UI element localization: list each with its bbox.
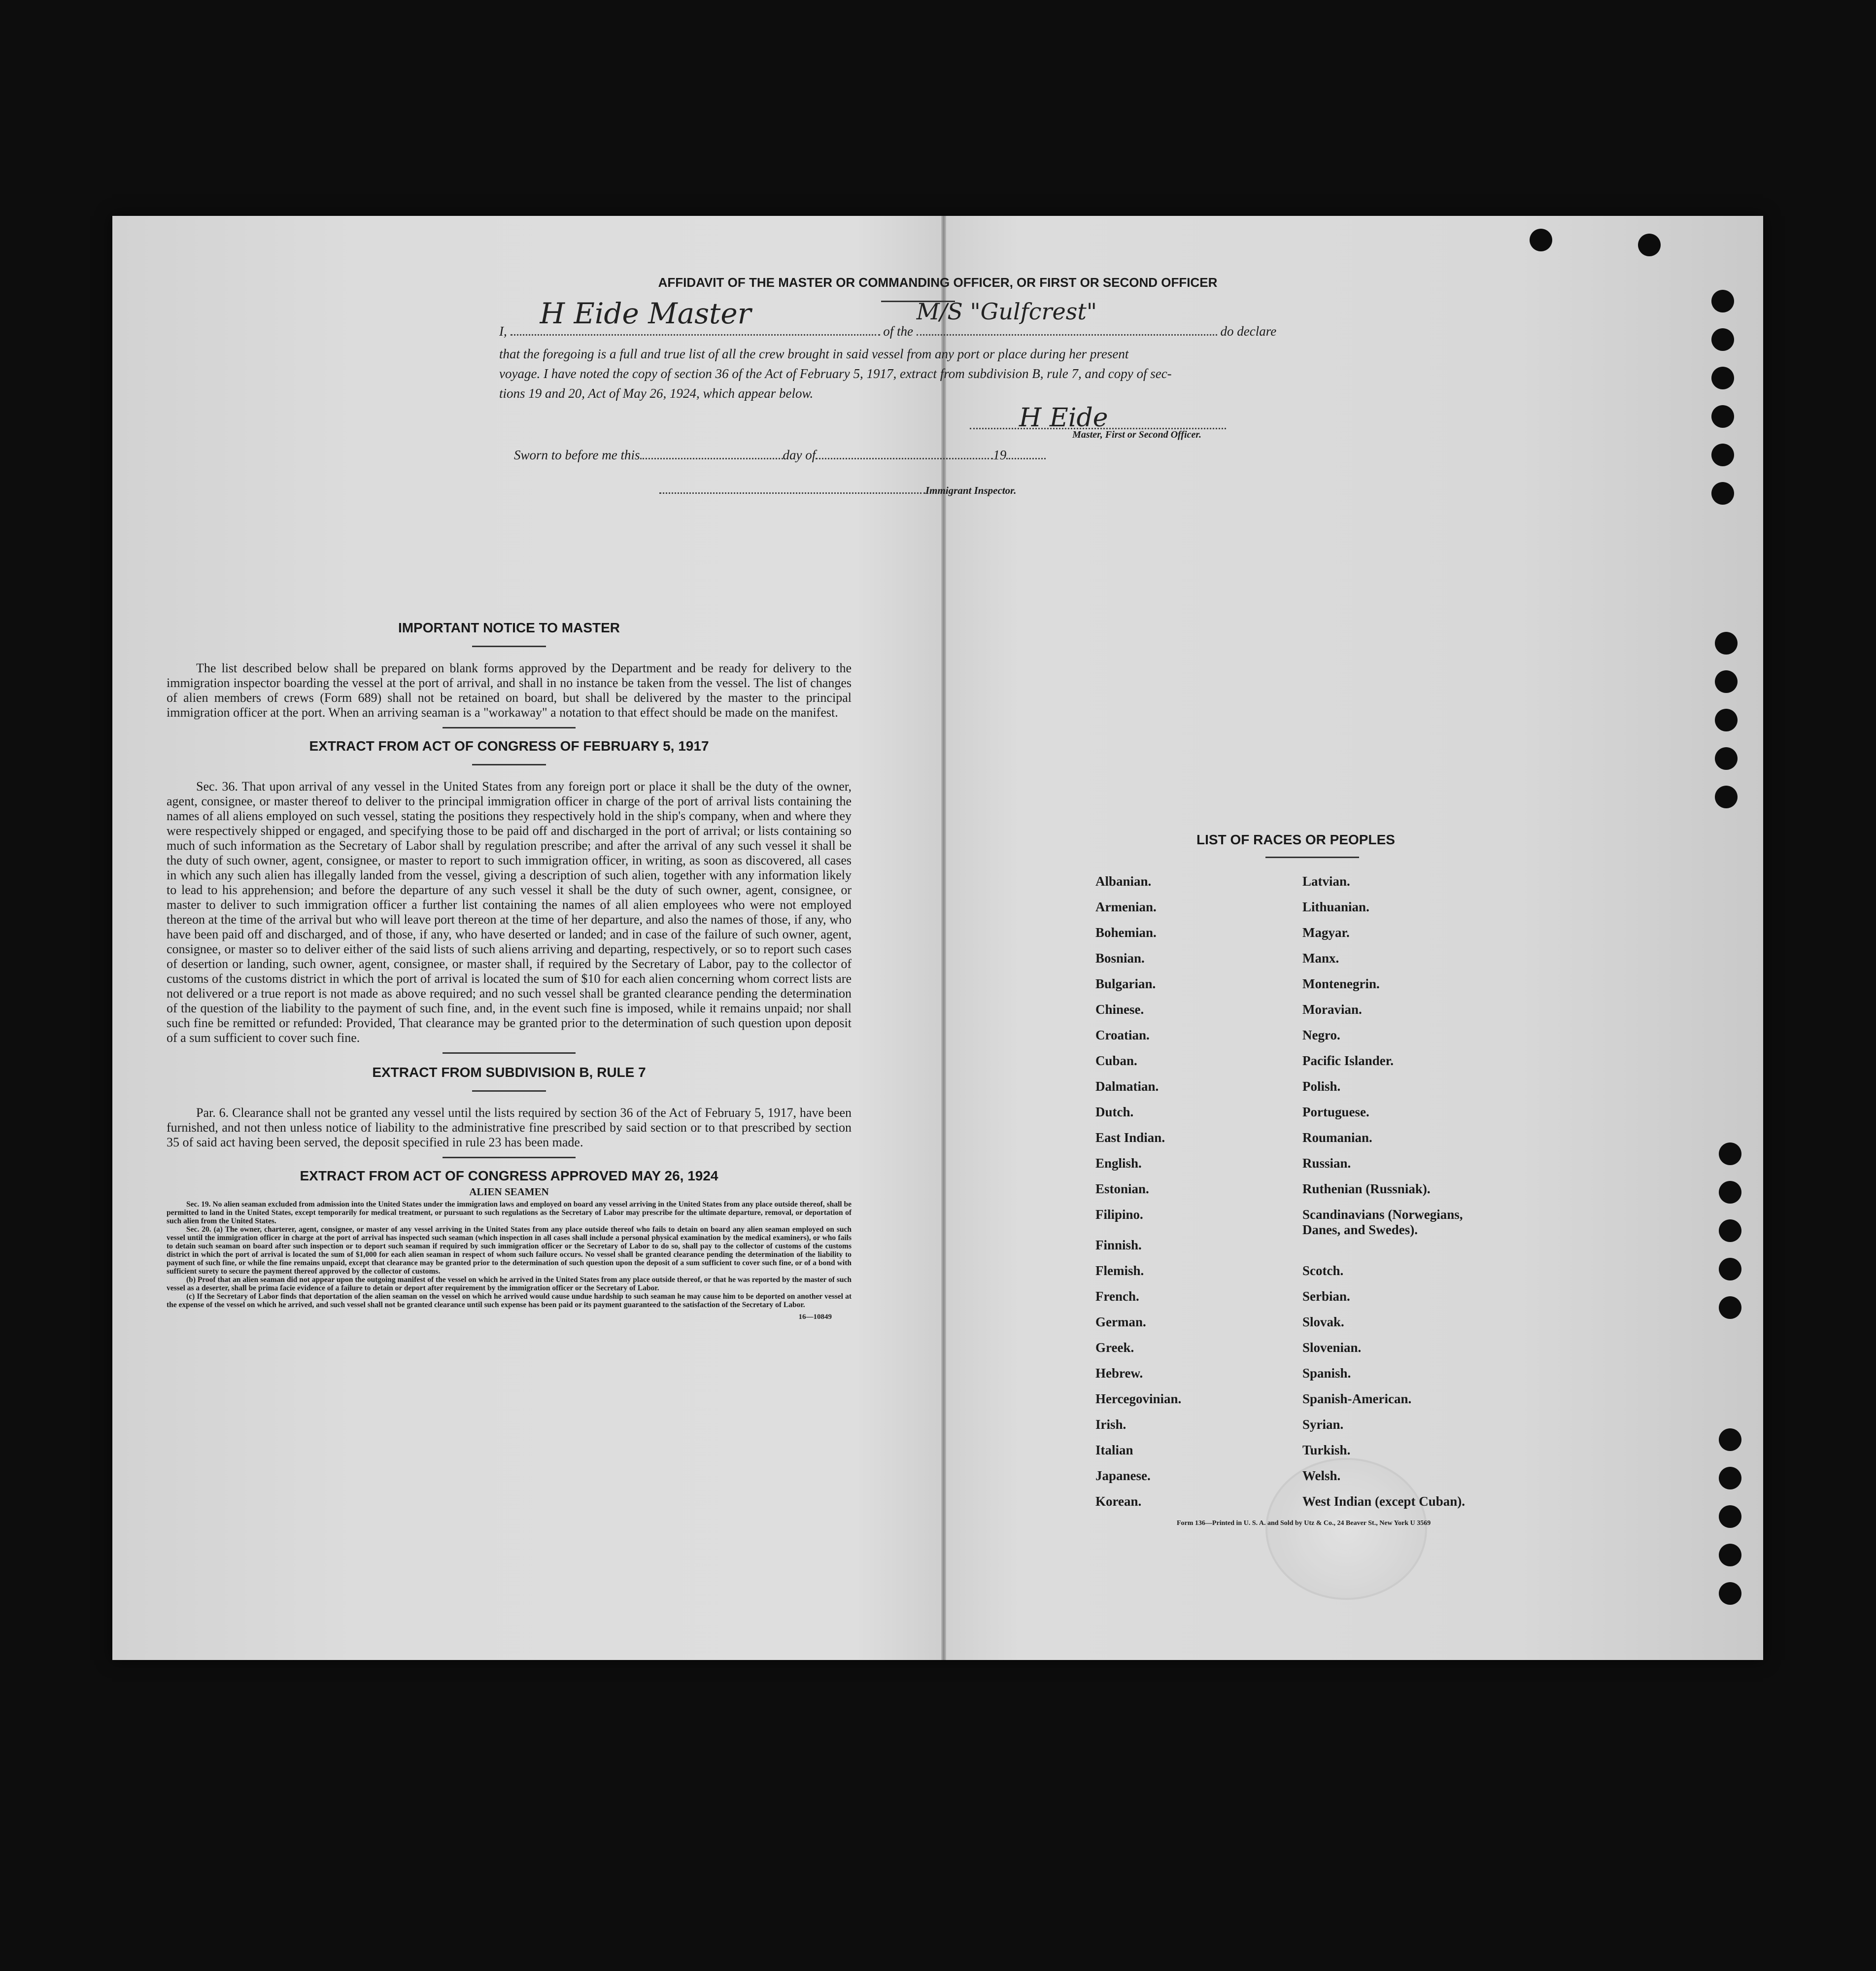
race-left: Flemish.: [1095, 1263, 1144, 1278]
punch-hole: [1715, 670, 1738, 693]
sec20c-text: (c) If the Secretary of Labor finds that deportation of the alien seaman on the vessel on which he arrived would cause undue hardship to such seaman he may cause him to be deported on another vessel at the expense of the vessel on which he arrived, and such vessel shall not be granted clearance until such expense has been paid or its payment guaranteed to the satisfaction of the Secretary of Labor.: [167, 1292, 852, 1309]
race-right: Latvian.: [1302, 874, 1350, 889]
signature-caption: Master, First or Second Officer.: [1072, 429, 1201, 440]
affidavit-text: I, H Eide Master of the M/S "Gulfcrest" do declare that the foregoing is a full and true list of all the crew brought in said vessel from any port or place during her present voyage. I have noted the copy of section 36 of the Act of February 5, 1917, extract from subdivision B, rule 7, and copy of sec- tions 19 and 20, Act of May 26, 1924, which appear below.: [499, 297, 1277, 401]
punch-hole: [1530, 229, 1552, 251]
punch-hole: [1719, 1428, 1741, 1451]
races-row: [1095, 1028, 1490, 1053]
punch-hole: [1711, 444, 1734, 466]
punch-hole: [1719, 1296, 1741, 1319]
race-left: East Indian.: [1095, 1130, 1165, 1145]
race-right: Scotch.: [1302, 1263, 1344, 1278]
race-right: Magyar.: [1302, 925, 1350, 940]
races-row: [1095, 1181, 1490, 1207]
races-row: [1095, 1314, 1490, 1340]
race-left: Dutch.: [1095, 1105, 1134, 1119]
race-left: Dalmatian.: [1095, 1079, 1159, 1094]
extract-1917-title: EXTRACT FROM ACT OF CONGRESS OF FEBRUARY 5, 1917: [309, 738, 709, 754]
race-right: [1302, 1238, 1490, 1263]
left-column: [167, 620, 852, 1321]
race-right: Serbian.: [1302, 1289, 1350, 1304]
race-left: French.: [1095, 1289, 1139, 1304]
vessel-name-handwriting: M/S "Gulfcrest": [916, 298, 1097, 325]
races-row: [1095, 1391, 1490, 1417]
races-row: [1095, 925, 1490, 951]
race-right: Polish.: [1302, 1079, 1341, 1094]
race-left: Estonian.: [1095, 1181, 1149, 1196]
races-row: [1095, 1468, 1490, 1494]
races-row: [1095, 1289, 1490, 1314]
race-right: Ruthenian (Russniak).: [1302, 1181, 1431, 1196]
race-right: Scandinavians (Norwegians, Danes, and Swedes).: [1302, 1207, 1463, 1237]
race-left: Irish.: [1095, 1417, 1126, 1432]
race-right: Spanish.: [1302, 1366, 1351, 1381]
races-row: [1095, 1105, 1490, 1130]
race-left: Korean.: [1095, 1494, 1142, 1509]
punch-hole: [1711, 328, 1734, 351]
races-row: [1095, 899, 1490, 925]
punch-hole: [1715, 786, 1738, 808]
punch-hole: [1711, 405, 1734, 428]
races-row: [1095, 976, 1490, 1002]
race-right: Moravian.: [1302, 1002, 1362, 1017]
punch-hole: [1719, 1505, 1741, 1528]
master-signature: H Eide: [1019, 403, 1108, 433]
race-left: Chinese.: [1095, 1002, 1144, 1017]
race-left: Armenian.: [1095, 899, 1157, 914]
race-left: Albanian.: [1095, 874, 1152, 889]
signature-block: [970, 403, 1226, 441]
race-left: Bohemian.: [1095, 925, 1157, 940]
race-left: Hebrew.: [1095, 1366, 1143, 1381]
punch-hole: [1719, 1467, 1741, 1489]
punch-hole: [1719, 1219, 1741, 1242]
punch-hole: [1638, 234, 1661, 256]
punch-hole: [1719, 1258, 1741, 1280]
form-number: 16—10849: [798, 1313, 832, 1321]
document-page: [112, 216, 1763, 1660]
race-left: German.: [1095, 1314, 1146, 1329]
page-fold: [941, 216, 946, 1660]
race-left: Japanese.: [1095, 1468, 1151, 1483]
punch-hole: [1715, 709, 1738, 731]
race-right: Roumanian.: [1302, 1130, 1372, 1145]
races-row: [1095, 1340, 1490, 1366]
race-left: Hercegovinian.: [1095, 1391, 1182, 1406]
races-row: [1095, 1238, 1490, 1263]
races-row: [1095, 1207, 1490, 1238]
races-row: [1095, 1053, 1490, 1079]
punch-hole: [1719, 1544, 1741, 1566]
race-left: Greek.: [1095, 1340, 1134, 1355]
race-left: Bulgarian.: [1095, 976, 1156, 991]
race-right: Slovak.: [1302, 1314, 1344, 1329]
race-right: Spanish-American.: [1302, 1391, 1412, 1406]
punch-hole: [1711, 482, 1734, 505]
punch-hole: [1719, 1582, 1741, 1605]
race-left: Cuban.: [1095, 1053, 1137, 1068]
punch-hole: [1719, 1142, 1741, 1165]
punch-hole: [1711, 367, 1734, 389]
races-row: [1095, 1002, 1490, 1028]
race-right: West Indian (except Cuban).: [1302, 1494, 1466, 1509]
race-left: Bosnian.: [1095, 951, 1145, 966]
races-row: [1095, 1417, 1490, 1443]
sec19-text: Sec. 19. No alien seaman excluded from admission into the United States under the immigration laws and employed on board any vessel arriving in the United States from any place outside thereof, shall be permitted to land in the United States, except temporarily for medical treatment, or pursuant to such regulations as the Secretary of Labor may prescribe for the ultimate departure, removal, or deportation of such alien from the United States.: [167, 1200, 852, 1225]
races-row: [1095, 1366, 1490, 1391]
race-right: Slovenian.: [1302, 1340, 1362, 1355]
sec20b-text: (b) Proof that an alien seaman did not appear upon the outgoing manifest of the vessel on which he arrived in the United States from any place outside thereof, or that he was reported by the master of such vessel as a deserter, shall be prima facie evidence of a failure to detain or deport after requirement by the immigration officer or the Secretary of Labor.: [167, 1276, 852, 1292]
races-title: LIST OF RACES OR PEOPLES: [1196, 832, 1395, 847]
race-left: Italian: [1095, 1443, 1133, 1457]
races-row: [1095, 1494, 1490, 1520]
notice-title: IMPORTANT NOTICE TO MASTER: [398, 620, 620, 635]
inspector-line: Immigrant Inspector.: [659, 484, 1016, 497]
race-right: Russian.: [1302, 1156, 1351, 1171]
race-right: Lithuanian.: [1302, 899, 1369, 914]
extract-1924-title: EXTRACT FROM ACT OF CONGRESS APPROVED MAY 26, 1924: [300, 1168, 718, 1183]
races-row: [1095, 1156, 1490, 1181]
master-name-handwriting: H Eide Master: [540, 297, 751, 330]
races-row: [1095, 1079, 1490, 1105]
race-right: Portuguese.: [1302, 1105, 1369, 1119]
affidavit-title: AFFIDAVIT OF THE MASTER OR COMMANDING OFFICER, OR FIRST OR SECOND OFFICER: [658, 275, 1218, 290]
race-left: Finnish.: [1095, 1238, 1142, 1252]
race-right: Pacific Islander.: [1302, 1053, 1394, 1068]
punch-hole: [1719, 1181, 1741, 1204]
sec20a-text: Sec. 20. (a) The owner, charterer, agent, consignee, or master of any vessel arriving in the United States from any place outside thereof who fails to detain on board any alien seaman employed on such vessel until the immigration officer in charge at the port of arrival has inspected such seaman (which inspection in all cases shall include a personal physical examination by the medical examiners), or who fails to detain such seaman on board after such inspection or to deport such seaman if required by such immigration officer or the Secretary of Labor to do so, shall pay to the collector of customs of the customs district in which the port of arrival is located the sum of $1,000 for each alien seaman in respect of whom such failure occurs. No vessel shall be granted clearance pending the determination of the liability to payment of such fine, or while the fine remains unpaid, except that clearance may be granted prior to the determination of such question upon the deposit of a sum sufficient to cover such fine, or of a bond with sufficient surety to secure the payment thereof approved by the collector of customs.: [167, 1225, 852, 1276]
race-left: English.: [1095, 1156, 1142, 1171]
punch-hole: [1715, 632, 1738, 655]
race-right: Welsh.: [1302, 1468, 1341, 1483]
race-right: Manx.: [1302, 951, 1339, 966]
punch-hole: [1715, 747, 1738, 770]
races-table: [1095, 874, 1490, 1520]
race-right: Montenegrin.: [1302, 976, 1380, 991]
race-left: Croatian.: [1095, 1028, 1150, 1042]
sworn-line: Sworn to before me this day of 19: [514, 448, 1046, 463]
rule7-text: Par. 6. Clearance shall not be granted any vessel until the lists required by section 36 of the Act of February 5, 1917, have been furnished, and not then unless notice of liability to the administrative fine prescribed by said section or to that prescribed by section 35 of said act having been served, the deposit specified in rule 23 has been made.: [167, 1106, 852, 1149]
races-row: [1095, 1443, 1490, 1468]
extract-1917-text: Sec. 36. That upon arrival of any vessel in the United States from any foreign port or place it shall be the duty of the owner, agent, consignee, or master thereof to deliver to the principal immigration officer in charge of the port of arrival lists containing the names of all aliens employed on such vessel, stating the positions they respectively hold in the ship's company, when and where they were respectively shipped or engaged, and specifying those to be paid off and discharged in the port of arrival; or lists containing so much of such information as the Secretary of Labor shall by regulation prescribe; and after the arrival of any such vessel it shall be the duty of such owner, agent, consignee, or master to report to such immigration officer, in writing, as soon as discovered, all cases in which any such alien has illegally landed from the vessel, giving a description of such alien, together with any information likely to lead to his apprehension; and before the departure of any such vessel it shall be the duty of such owner, agent, consignee, or master to deliver to such immigration officer a further list containing the names of all alien employees who were not employed thereon at the time of the arrival but who will leave port thereon at the time of her departure, and also the names of those, if any, who have been paid off and discharged, and of those, if any, who have deserted or landed; and in case of the failure of such owner, agent, consignee, or master so to deliver either of the said lists of such aliens arriving and departing, respectively, or so to report such cases of desertion or landing, such owner, agent, consignee, or master shall, if required by the Secretary of Labor, pay to the collector of customs of the customs district in which the port of arrival is located the sum of $10 for each alien concerning whom correct lists are not delivered or a true report is not made as above required; and no such vessel shall be granted clearance pending the determination of the question of the liability to the payment of such fine, and, in the event such fine is imposed, while it remains unpaid; nor shall such fine be remitted or refunded: Provided, That clearance may be granted prior to the determination of such question upon deposit of a sum sufficient to cover such fine.: [167, 779, 852, 1045]
race-right: Turkish.: [1302, 1443, 1351, 1457]
notice-text: The list described below shall be prepared on blank forms approved by the Department and be ready for delivery to the immigration inspector boarding the vessel at the port of arrival, and shall in no instance be taken from the vessel. The list of changes of alien members of crews (Form 689) shall not be retained on board, but shall be delivered by the master to the principal immigration officer at the port. When an arriving seaman is a "workaway" a notation to that effect should be made on the manifest.: [167, 661, 852, 720]
races-row: [1095, 1263, 1490, 1289]
race-left: Filipino.: [1095, 1207, 1143, 1222]
race-right: Syrian.: [1302, 1417, 1344, 1432]
race-right: Negro.: [1302, 1028, 1340, 1042]
races-row: [1095, 874, 1490, 899]
printer-line: Form 136—Printed in U. S. A. and Sold by Utz & Co., 24 Beaver St., New York U 3569: [1177, 1520, 1431, 1527]
rule7-title: EXTRACT FROM SUBDIVISION B, RULE 7: [372, 1065, 646, 1080]
races-row: [1095, 1130, 1490, 1156]
punch-hole: [1711, 290, 1734, 312]
races-row: [1095, 951, 1490, 976]
alien-seamen-subtitle: ALIEN SEAMEN: [469, 1186, 549, 1198]
